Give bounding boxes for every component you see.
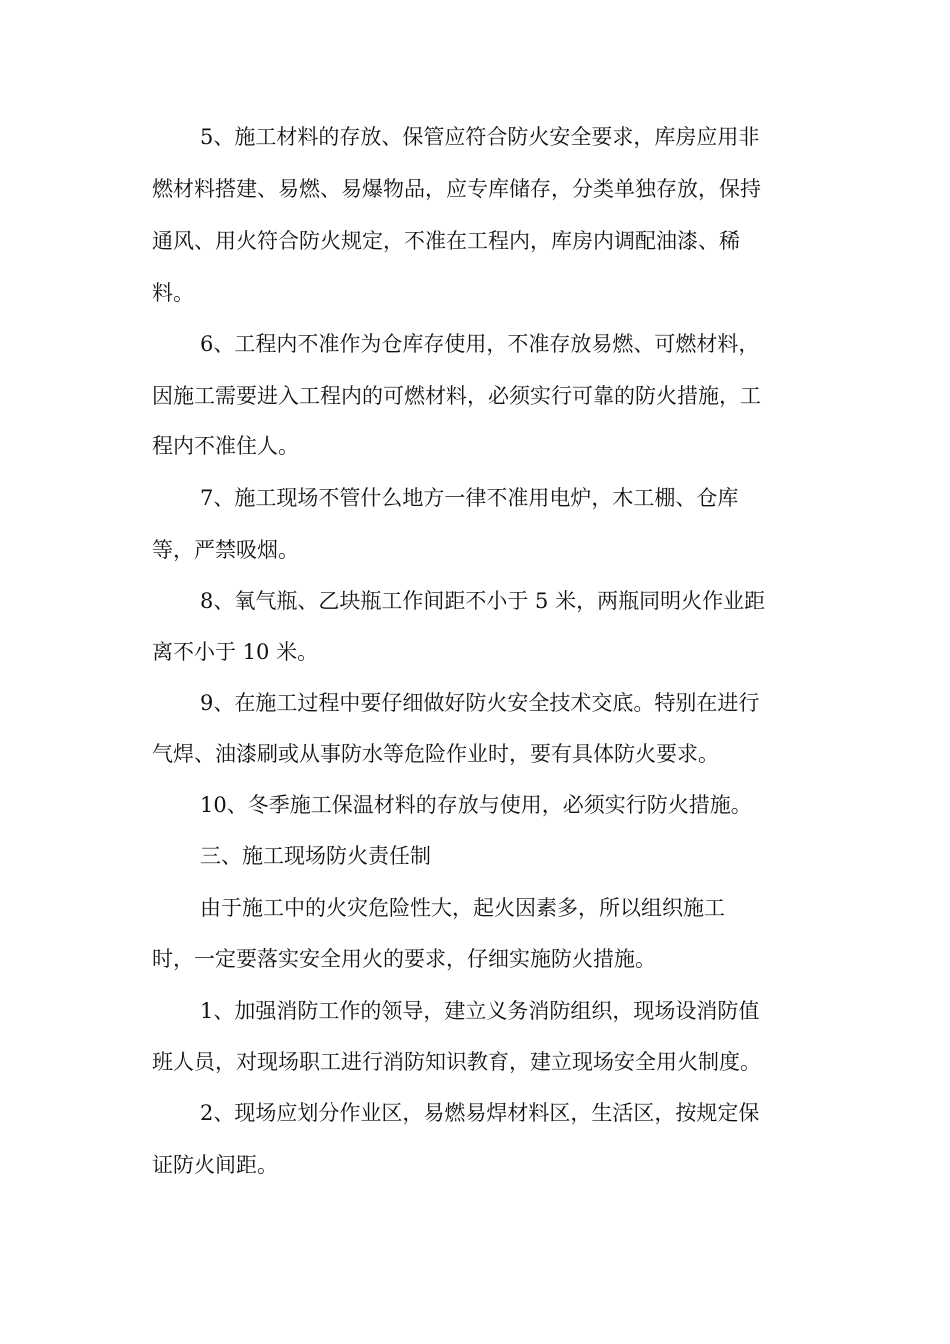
paragraph-9-line-1: 9、在施工过程中要仔细做好防火安全技术交底。特别在进行 <box>200 691 760 715</box>
intro-paragraph-line-2: 时，一定要落实安全用火的要求，仔细实施防火措施。 <box>152 947 656 971</box>
paragraph-2-line-2: 证防火间距。 <box>152 1153 278 1177</box>
paragraph-8-line-1: 8、氧气瓶、乙块瓶工作间距不小于 5 米，两瓶同明火作业距 <box>200 589 766 613</box>
intro-paragraph-line-1: 由于施工中的火灾危险性大，起火因素多，所以组织施工 <box>200 896 725 920</box>
paragraph-5-line-1: 5、施工材料的存放、保管应符合防火安全要求，库房应用非 <box>200 125 760 149</box>
paragraph-2-line-1: 2、现场应划分作业区，易燃易焊材料区，生活区，按规定保 <box>200 1101 760 1125</box>
paragraph-10-line-1: 10、冬季施工保温材料的存放与使用，必须实行防火措施。 <box>200 793 752 817</box>
paragraph-6-line-2: 因施工需要进入工程内的可燃材料，必须实行可靠的防火措施，工 <box>152 384 761 408</box>
paragraph-7-line-2: 等，严禁吸烟。 <box>152 538 299 562</box>
paragraph-7-line-1: 7、施工现场不管什么地方一律不准用电炉，木工棚、仓库 <box>200 486 739 510</box>
paragraph-1-line-1: 1、加强消防工作的领导，建立义务消防组织，现场设消防值 <box>200 999 760 1023</box>
paragraph-6-line-1: 6、工程内不准作为仓库存使用，不准存放易燃、可燃材料， <box>200 332 760 356</box>
paragraph-1-line-2: 班人员，对现场职工进行消防知识教育，建立现场安全用火制度。 <box>152 1050 761 1074</box>
paragraph-6-line-3: 程内不准住人。 <box>152 434 299 458</box>
paragraph-5-line-3: 通风、用火符合防火规定，不准在工程内，库房内调配油漆、稀 <box>152 229 740 253</box>
paragraph-9-line-2: 气焊、油漆刷或从事防水等危险作业时，要有具体防火要求。 <box>152 742 719 766</box>
paragraph-5-line-2: 燃材料搭建、易燃、易爆物品，应专库储存，分类单独存放，保持 <box>152 177 761 201</box>
paragraph-5-line-4: 料。 <box>152 281 194 305</box>
paragraph-8-line-2: 离不小于 10 米。 <box>152 640 319 664</box>
section-heading-3: 三、施工现场防火责任制 <box>200 844 431 868</box>
